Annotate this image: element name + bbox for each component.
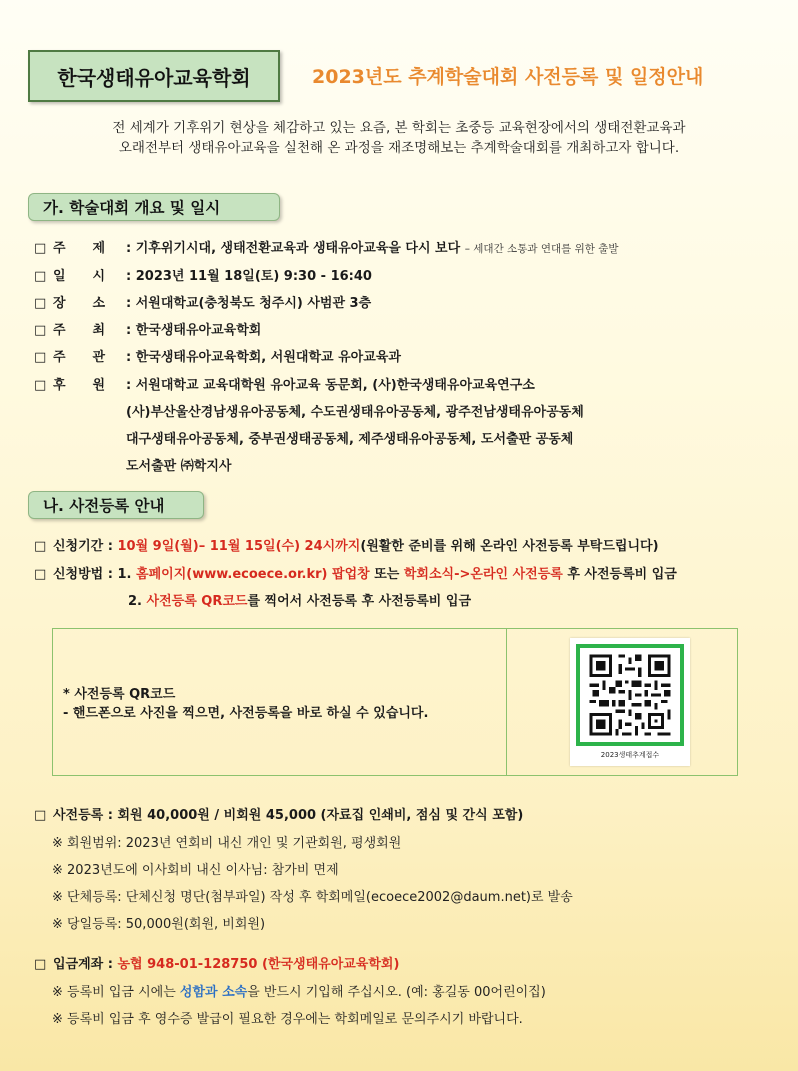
intro-line-2: 오래전부터 생태유아교육을 실천해 온 과정을 재조명해보는 추계학술대회를 개최하고자 합니다. (118, 140, 680, 156)
fee-note-2: ※ 2023년도에 이사회비 내신 이사님: 참가비 면제 (52, 863, 339, 878)
label-char: 소 (92, 296, 105, 311)
account-note-1-a: ※ 등록비 입금 시에는 (52, 985, 180, 1000)
fee-row (34, 807, 523, 825)
method-1-tail: 후 사전등록비 입금 (562, 567, 677, 582)
overview-value-date: : 2023년 11월 18일(토) 9:30 - 16:40 (126, 269, 372, 284)
qr-description: - 핸드폰으로 사진을 찍으면, 사전등록을 바로 하실 수 있습니다. (63, 706, 429, 721)
qr-title: * 사전등록 QR코드 (63, 687, 176, 702)
label-char: 원 (92, 378, 105, 393)
period-label: 신청기간 : (53, 539, 113, 554)
org-name-box (28, 50, 280, 102)
label-char: 최 (92, 323, 105, 338)
overview-row-host (34, 322, 111, 340)
overview-row-date (34, 268, 111, 286)
registration-method-row (34, 566, 677, 584)
overview-value-host: : 한국생태유아교육학회 (126, 323, 262, 338)
label-char: 주 (53, 241, 66, 256)
label-char: 제 (92, 241, 105, 256)
fee-label: 사전등록 : (53, 808, 113, 823)
overview-row-venue (34, 295, 111, 313)
intro-line-1: 전 세계가 기후위기 현상을 체감하고 있는 요즘, 본 학회는 초중등 교육현장에서의 생태전환교육과 (112, 120, 686, 136)
section-b-heading: 나. 사전등록 안내 (28, 491, 204, 519)
label-char: 시 (92, 269, 105, 284)
account-label: 입금계좌 : (53, 957, 113, 972)
checkbox-glyph: □ (34, 296, 47, 311)
qr-code-text: 사전등록 QR코드 (146, 594, 248, 609)
account-value: 농협 948-01-128750 (한국생태유아교육학회) (117, 957, 400, 972)
overview-value-organizer: : 한국생태유아교육학회, 서원대학교 유아교육과 (126, 350, 401, 365)
method-1-connector: 또는 (369, 567, 404, 582)
qr-info-table (52, 628, 738, 776)
org-name: 한국생태유아교육학회 (57, 65, 251, 90)
account-note-1-c: 을 반드시 기입해 주십시오. (예: 홍길동 00어린이집) (247, 985, 546, 1000)
qr-code-card[interactable] (570, 638, 690, 766)
qr-caption: 2023생태추계접수 (600, 751, 660, 759)
sponsor-line-2: 대구생태유아공동체, 중부권생태공동체, 제주생태유아공동체, 도서출판 공동체 (126, 432, 574, 447)
overview-row-theme (34, 240, 111, 258)
label-char: 장 (53, 296, 66, 311)
method-label: 신청방법 : (53, 567, 113, 582)
checkbox-glyph: □ (34, 808, 47, 823)
checkbox-glyph: □ (34, 269, 47, 284)
overview-value-venue: : 서원대학교(충청북도 청주시) 사범관 3층 (126, 296, 372, 311)
qr-instructions (63, 685, 428, 723)
homepage-popup-text: 홈페이지(www.ecoece.or.kr) 팝업창 (136, 567, 370, 582)
fee-note-3: ※ 단체등록: 단체신청 명단(첨부파일) 작성 후 학회메일(ecoece2002@daum.net)로 발송 (52, 890, 573, 905)
fee-note-4: ※ 당일등록: 50,000원(회원, 비회원) (52, 917, 266, 932)
sponsor-line-1: (사)부산울산경남생유아공동체, 수도권생태유아공동체, 광주전남생태유아공동체 (126, 405, 584, 420)
registration-method-2 (128, 593, 471, 611)
online-registration-path: 학회소식->온라인 사전등록 (403, 567, 563, 582)
qr-code-frame (576, 644, 684, 746)
label-char: 관 (92, 350, 105, 365)
section-a-heading: 가. 학술대회 개요 및 일시 (28, 193, 280, 221)
checkbox-glyph: □ (34, 539, 47, 554)
intro-paragraph (40, 118, 758, 158)
fee-value: 회원 40,000원 / 비회원 45,000 (자료집 인쇄비, 점심 및 간식 포함) (117, 808, 524, 823)
method-2-tail: 를 찍어서 사전등록 후 사전등록비 입금 (247, 594, 472, 609)
checkbox-glyph: □ (34, 957, 47, 972)
overview-row-sponsor (34, 377, 111, 395)
account-row (34, 956, 399, 974)
page-title: 2023년도 추계학술대회 사전등록 및 일정안내 (312, 66, 704, 88)
checkbox-glyph: □ (34, 567, 47, 582)
label-char: 주 (53, 350, 66, 365)
theme-note: – 세대간 소통과 연대를 위한 출발 (464, 243, 619, 255)
method-2-number: 2. (128, 594, 142, 609)
label-char: 주 (53, 323, 66, 338)
qr-image-cell (507, 629, 737, 775)
theme-value: : 기후위기시대, 생태전환교육과 생태유아교육을 다시 보다 (126, 241, 461, 256)
period-value: 10월 9일(월)– 11월 15일(수) 24시까지 (117, 539, 361, 554)
method-1-number: 1. (117, 567, 132, 582)
checkbox-glyph: □ (34, 350, 47, 365)
overview-row-organizer (34, 349, 111, 367)
fee-note-1: ※ 회원범위: 2023년 연회비 내신 개인 및 기관회원, 평생회원 (52, 836, 402, 851)
qr-info-cell (53, 629, 507, 775)
overview-value-theme (126, 240, 619, 258)
checkbox-glyph: □ (34, 378, 47, 393)
overview-value-sponsor: : 서원대학교 교육대학원 유아교육 동문회, (사)한국생태유아교육연구소 (126, 378, 535, 393)
account-note-2: ※ 등록비 입금 후 영수증 발급이 필요한 경우에는 학회메일로 문의주시기 바랍니다. (52, 1012, 523, 1027)
sponsor-line-3: 도서출판 ㈜학지사 (126, 459, 232, 474)
account-note-1 (52, 984, 546, 1002)
label-char: 후 (53, 378, 66, 393)
name-affiliation-highlight: 성함과 소속 (179, 985, 248, 1000)
period-note: (원활한 준비를 위해 온라인 사전등록 부탁드립니다) (360, 539, 659, 554)
qr-code-icon (580, 648, 680, 742)
checkbox-glyph: □ (34, 323, 47, 338)
checkbox-glyph: □ (34, 241, 47, 256)
registration-period-row (34, 538, 659, 556)
label-char: 일 (53, 269, 66, 284)
